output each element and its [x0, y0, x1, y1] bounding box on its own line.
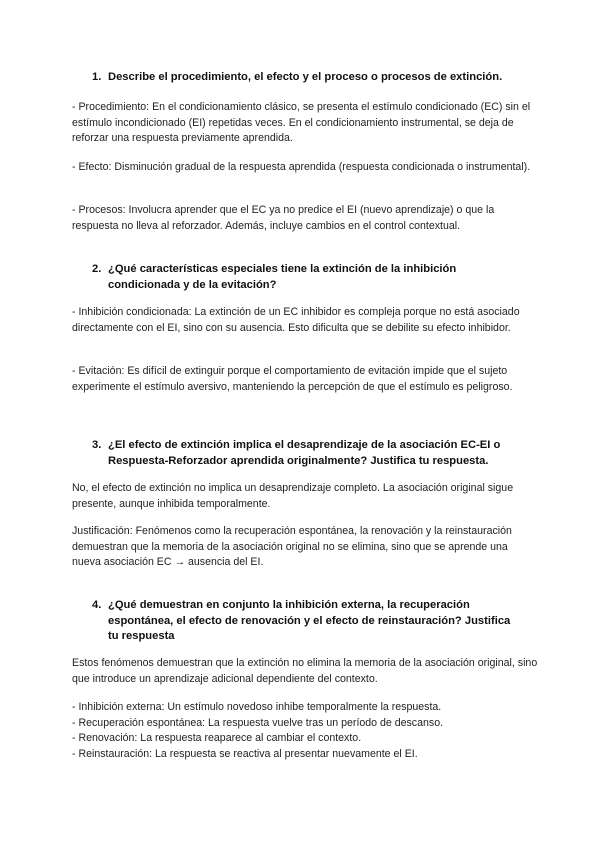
question-4 — [92, 598, 522, 645]
question-number: 2. — [92, 263, 102, 275]
question-1 — [92, 70, 522, 86]
list-item: - Recuperación espontánea: La respuesta vuelve tras un período de descanso. — [72, 716, 444, 729]
question-text: ¿Qué características especiales tiene la extinción de la inhibición condicionada y de la evitación? — [108, 263, 457, 291]
list-item: - Inhibición externa: Un estímulo novedoso inhibe temporalmente la respuesta. — [72, 701, 442, 713]
question-text: ¿El efecto de extinción implica el desaprendizaje de la asociación EC-EI o Respuesta-Reforzador aprendida originalmente? Justifica tu respuesta. — [108, 439, 501, 467]
question-number: 3. — [92, 439, 102, 451]
answer-paragraph: - Efecto: Disminución gradual de la respuesta aprendida (respuesta condicionada o instrumental). — [72, 161, 531, 173]
list-item: - Reinstauración: La respuesta se reactiva al presentar nuevamente el EI. — [72, 747, 418, 760]
answer-paragraph: - Inhibición condicionada: La extinción de un EC inhibidor es compleja porque no está asociado directamente con el EI, sino con su ausencia. Esto dificulta que se debilite su efecto inhibidor. — [72, 306, 520, 334]
answer-paragraph: Justificación: Fenómenos como la recuperación espontánea, la renovación y la reinstauración demuestran que la memoria de la asociación original no se elimina, sino que se aprende una nueva asociación EC → ausencia del EI. — [72, 525, 512, 568]
question-text: ¿Qué demuestran en conjunto la inhibición externa, la recuperación espontánea, el efecto de renovación y el efecto de reinstauración? Justifica tu respuesta — [108, 599, 511, 642]
question-2 — [92, 262, 522, 293]
question-3 — [92, 438, 522, 469]
answer-paragraph: Estos fenómenos demuestran que la extinción no elimina la memoria de la asociación original, sino que introduce un aprendizaje adicional dependiente del contexto. — [72, 657, 538, 685]
answer-list — [72, 700, 538, 762]
answer-paragraph: - Procedimiento: En el condicionamiento clásico, se presenta el estímulo condicionado (EC) sin el estímulo incondicionado (EI) repetidas veces. En el condicionamiento instrumental, se deja de reforzar una respuesta previamente aprendida. — [72, 101, 531, 144]
list-item: - Renovación: La respuesta reaparece al cambiar el contexto. — [72, 732, 362, 744]
question-number: 4. — [92, 599, 102, 611]
answer-paragraph: No, el efecto de extinción no implica un desaprendizaje completo. La asociación original sigue presente, aunque inhibida temporalmente. — [72, 482, 514, 510]
answer-paragraph: - Evitación: Es difícil de extinguir porque el comportamiento de evitación impide que el sujeto experimente el estímulo aversivo, manteniendo la percepción de que el estímulo es peligroso. — [72, 365, 513, 393]
question-text: Describe el procedimiento, el efecto y el proceso o procesos de extinción. — [108, 71, 503, 83]
question-number: 1. — [92, 71, 102, 83]
answer-paragraph: - Procesos: Involucra aprender que el EC ya no predice el EI (nuevo aprendizaje) o que la respuesta no lleva al reforzador. Además, incluye cambios en el control contextual. — [72, 204, 495, 232]
